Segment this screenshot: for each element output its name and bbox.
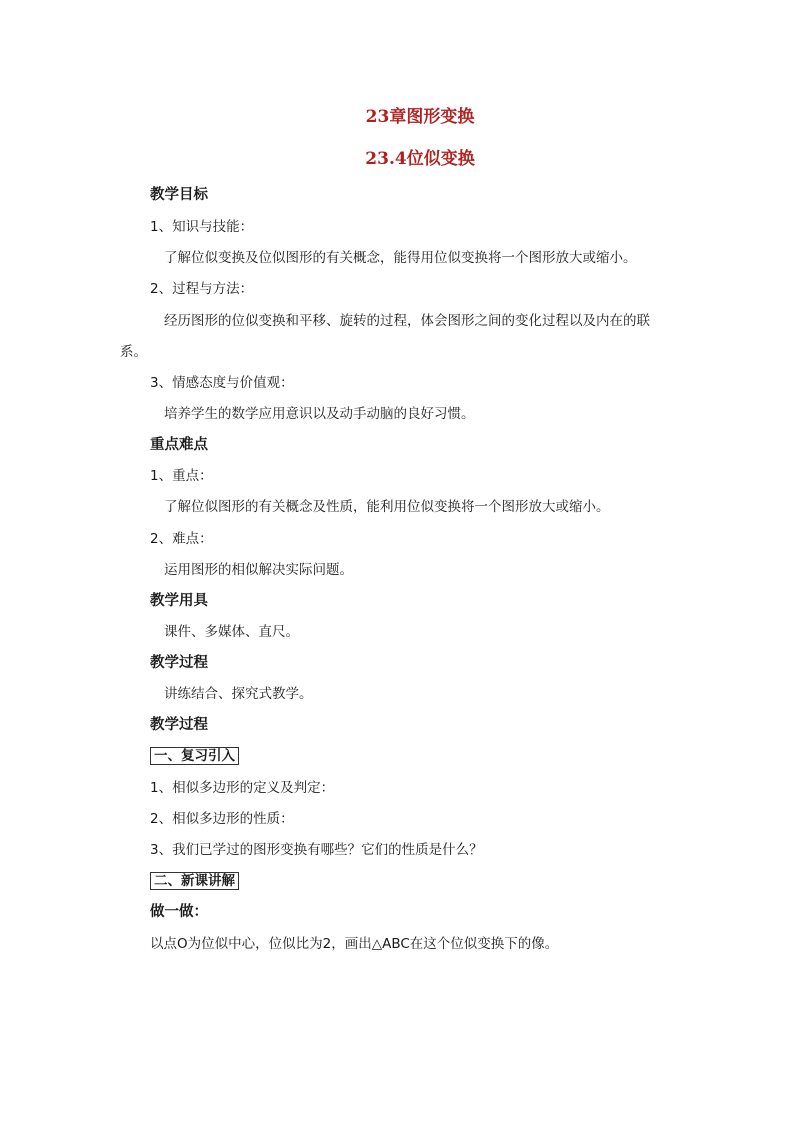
section-new-lesson-row [150, 872, 239, 890]
objectives-item2-text-b: 系。 [120, 344, 147, 360]
objectives-item1-text: 了解位似变换及位似图形的有关概念，能得用位似变换将一个图形放大或缩小。 [164, 250, 637, 266]
key-points-item2-text: 运用图形的相似解决实际问题。 [164, 562, 353, 578]
tools-text: 课件、多媒体、直尺。 [164, 624, 299, 640]
section-new-lesson: 二、新课讲解 [150, 872, 239, 890]
question-2: 2、相似多边形的性质： [150, 811, 294, 827]
key-points-item1-label: 1、重点： [150, 468, 213, 484]
activity-heading: 做一做： [150, 904, 208, 920]
tools-heading: 教学用具 [150, 593, 208, 609]
process-heading: 教学过程 [150, 717, 208, 733]
objectives-item3-label: 3、情感态度与价值观： [150, 375, 294, 391]
key-points-heading: 重点难点 [150, 437, 208, 453]
title-sub: 23.4位似变换 [365, 149, 475, 169]
question-3: 3、我们已学过的图形变换有哪些？它们的性质是什么？ [150, 842, 483, 858]
section-review-intro: 一、复习引入 [150, 747, 239, 765]
method-heading: 教学过程 [150, 655, 208, 671]
objectives-item2-label: 2、过程与方法： [150, 281, 254, 297]
objectives-item2-text-a: 经历图形的位似变换和平移、旋转的过程，体会图形之间的变化过程以及内在的联 [164, 313, 650, 329]
title-main: 23章图形变换 [365, 107, 475, 127]
objectives-item3-text: 培养学生的数学应用意识以及动手动脑的良好习惯。 [164, 406, 475, 422]
objectives-heading: 教学目标 [150, 187, 208, 203]
method-text: 讲练结合、探究式教学。 [164, 686, 313, 702]
section-review-row [150, 747, 239, 765]
key-points-item2-label: 2、难点： [150, 531, 213, 547]
activity-text: 以点O为位似中心，位似比为2，画出△ABC在这个位似变换下的像。 [150, 936, 559, 952]
question-1: 1、相似多边形的定义及判定： [150, 780, 335, 796]
key-points-item1-text: 了解位似图形的有关概念及性质，能利用位似变换将一个图形放大或缩小。 [164, 499, 610, 515]
objectives-item1-label: 1、知识与技能： [150, 219, 254, 235]
